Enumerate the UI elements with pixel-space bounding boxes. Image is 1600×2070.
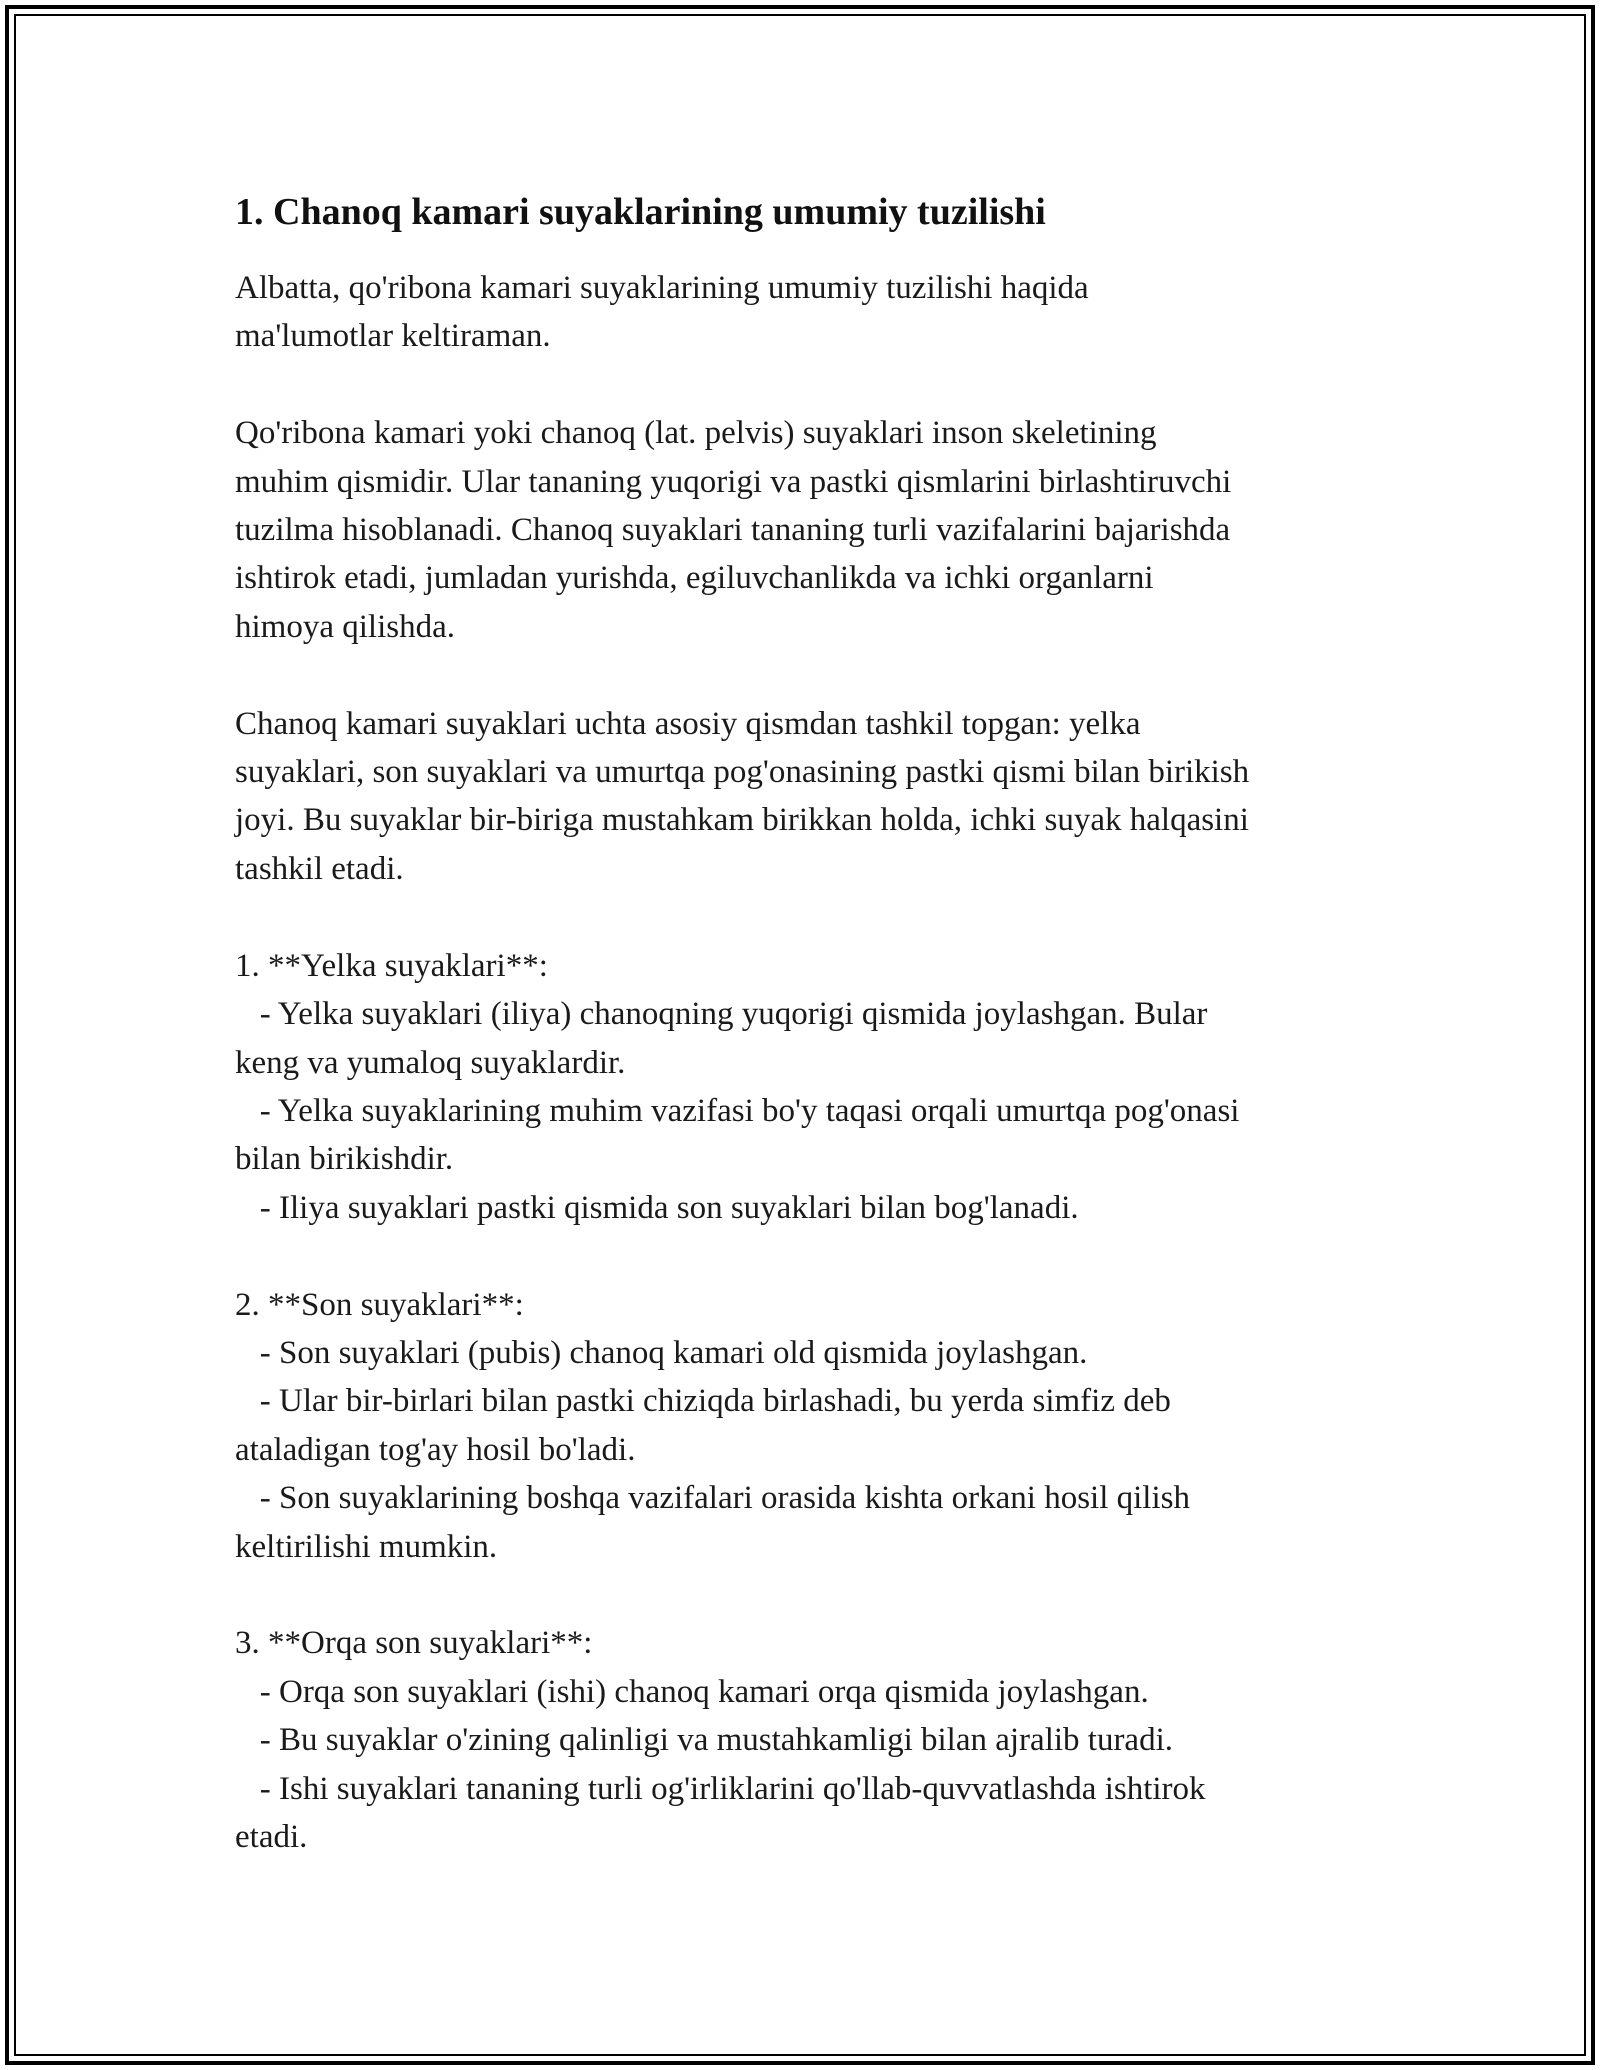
paragraph-composition: Chanoq kamari suyaklari uchta asosiy qismdan tashkil topgan: yelka suyaklari, son suyaklari va umurtqa pog'onasining pastki qismi bilan birikish joyi. Bu suyaklar bir-biriga mustahkam birikkan holda, ichki suyak halqasini tashkil etadi. <box>235 705 1250 887</box>
paragraph-spacer <box>235 1232 1375 1280</box>
paragraph-spacer <box>235 361 1375 409</box>
document-title: 1. Chanoq kamari suyaklarining umumiy tuzilishi <box>235 191 1046 233</box>
paragraph-spacer <box>235 1571 1375 1619</box>
paragraph-spacer <box>235 893 1375 941</box>
section-orqa-son-suyaklari: 3. **Orqa son suyaklari**: - Orqa son suyaklari (ishi) chanoq kamari orqa qismida joylashgan. - Bu suyaklar o'zining qalinligi va mustahkamligi bilan ajralib turadi. - Ishi suyaklari tananing turli og'irliklarini qo'llab-quvvatlashda ishtirok etadi. <box>235 1625 1206 1855</box>
paragraph-intro: Albatta, qo'ribona kamari suyaklarining umumiy tuzilishi haqida ma'lumotlar keltiraman. <box>235 270 1089 355</box>
section-yelka-suyaklari: 1. **Yelka suyaklari**: - Yelka suyaklari (iliya) chanoqning yuqorigi qismida joylashgan. Bular keng va yumaloq suyaklardir. - Yelka suyaklarining muhim vazifasi bo'y taqasi orqali umurtqa pog'onasi bilan birikishdir. - Iliya suyaklari pastki qismida son suyaklari bilan bog'lanadi. <box>235 947 1240 1226</box>
document-body <box>235 186 1375 1861</box>
paragraph-overview: Qo'ribona kamari yoki chanoq (lat. pelvis) suyaklari inson skeletining muhim qismidir. Ular tananing yuqorigi va pastki qismlarini birlashtiruvchi tuzilma hisoblanadi. Chanoq suyaklari tananing turli vazifalarini bajarishda ishtirok etadi, jumladan yurishda, egiluvchanlikda va ichki organlarni himoya qilishda. <box>235 415 1232 645</box>
section-son-suyaklari: 2. **Son suyaklari**: - Son suyaklari (pubis) chanoq kamari old qismida joylashgan. - Ular bir-birlari bilan pastki chiziqda birlashadi, bu yerda simfiz deb ataladigan tog'ay hosil bo'ladi. - Son suyaklarining boshqa vazifalari orasida kishta orkani hosil qilish keltirilishi mumkin. <box>235 1286 1190 1565</box>
paragraph-spacer <box>235 651 1375 699</box>
